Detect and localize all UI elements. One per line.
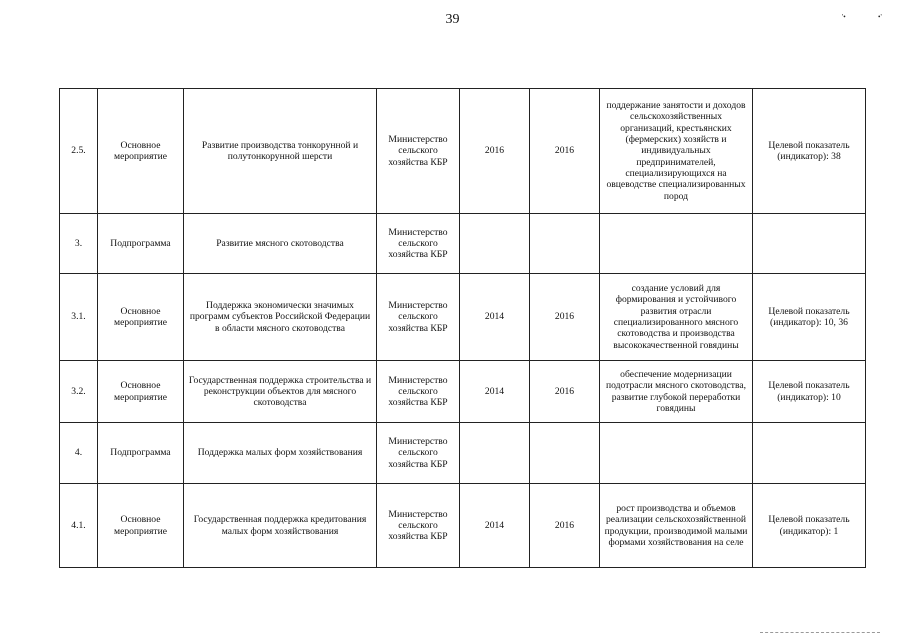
row-executor: Министерство сельского хозяйства КБР (377, 214, 460, 274)
row-start-year (460, 214, 530, 274)
row-executor: Министерство сельского хозяйства КБР (377, 423, 460, 484)
row-indicator (753, 423, 866, 484)
row-number: 3. (60, 214, 98, 274)
table-row (60, 214, 866, 274)
row-expected-result: создание условий для формирования и устойчивого развития отрасли специализированного мясного скотоводства и производства высококачественной говядины (600, 274, 753, 361)
scan-mark: •' (878, 13, 882, 21)
row-start-year: 2014 (460, 274, 530, 361)
row-end-year: 2016 (530, 484, 600, 568)
bottom-edge-mark (760, 632, 880, 634)
row-number: 4. (60, 423, 98, 484)
row-indicator: Целевой показатель (индикатор): 38 (753, 89, 866, 214)
table-row (60, 484, 866, 568)
row-expected-result: поддержание занятости и доходов сельскохозяйственных организаций, крестьянских (фермерских) хозяйств и индивидуальных предпринимателей, специализирующихся на овцеводстве специализированных пород (600, 89, 753, 214)
row-number: 3.2. (60, 361, 98, 423)
row-executor: Министерство сельского хозяйства КБР (377, 361, 460, 423)
row-type: Основное мероприятие (98, 274, 184, 361)
row-end-year (530, 214, 600, 274)
page-number: 39 (445, 12, 460, 27)
row-expected-result (600, 423, 753, 484)
row-name: Поддержка экономически значимых программ субъектов Российской Федерации в области мясного скотоводства (184, 274, 377, 361)
measures-table (59, 88, 866, 568)
row-start-year: 2014 (460, 484, 530, 568)
row-indicator (753, 214, 866, 274)
row-end-year: 2016 (530, 89, 600, 214)
row-start-year (460, 423, 530, 484)
row-name: Развитие производства тонкорунной и полутонкорунной шерсти (184, 89, 377, 214)
row-indicator: Целевой показатель (индикатор): 10 (753, 361, 866, 423)
row-executor: Министерство сельского хозяйства КБР (377, 89, 460, 214)
row-expected-result: рост производства и объемов реализации сельскохозяйственной продукции, производимой малыми формами хозяйствования на селе (600, 484, 753, 568)
table-row (60, 423, 866, 484)
row-number: 2.5. (60, 89, 98, 214)
row-type: Основное мероприятие (98, 484, 184, 568)
row-executor: Министерство сельского хозяйства КБР (377, 484, 460, 568)
table-row (60, 89, 866, 214)
row-type: Подпрограмма (98, 214, 184, 274)
row-type: Основное мероприятие (98, 361, 184, 423)
row-expected-result (600, 214, 753, 274)
row-start-year: 2016 (460, 89, 530, 214)
scan-mark: '• (842, 13, 846, 21)
row-name: Развитие мясного скотоводства (184, 214, 377, 274)
row-end-year (530, 423, 600, 484)
row-type: Основное мероприятие (98, 89, 184, 214)
row-name: Государственная поддержка кредитования малых форм хозяйствования (184, 484, 377, 568)
row-name: Поддержка малых форм хозяйствования (184, 423, 377, 484)
row-expected-result: обеспечение модернизации подотрасли мясного скотоводства, развитие глубокой переработки говядины (600, 361, 753, 423)
row-end-year: 2016 (530, 361, 600, 423)
row-end-year: 2016 (530, 274, 600, 361)
row-number: 4.1. (60, 484, 98, 568)
row-indicator: Целевой показатель (индикатор): 1 (753, 484, 866, 568)
table-row (60, 361, 866, 423)
row-number: 3.1. (60, 274, 98, 361)
row-start-year: 2014 (460, 361, 530, 423)
row-type: Подпрограмма (98, 423, 184, 484)
row-executor: Министерство сельского хозяйства КБР (377, 274, 460, 361)
table-row (60, 274, 866, 361)
row-indicator: Целевой показатель (индикатор): 10, 36 (753, 274, 866, 361)
row-name: Государственная поддержка строительства и реконструкции объектов для мясного скотоводства (184, 361, 377, 423)
